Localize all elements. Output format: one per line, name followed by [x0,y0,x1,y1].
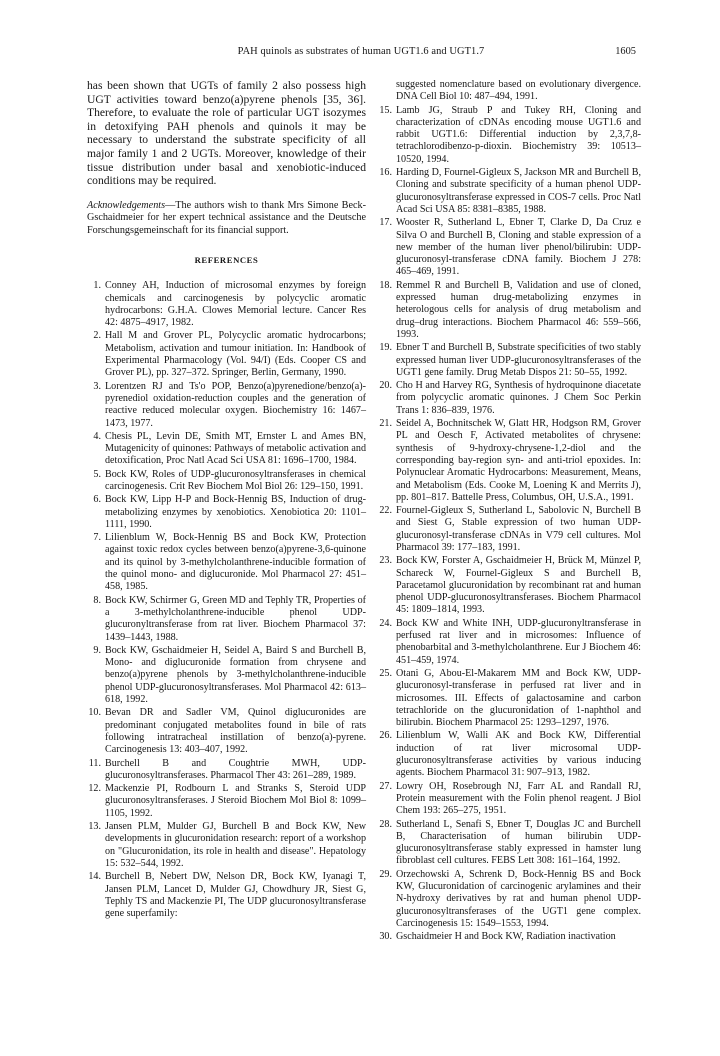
reference-item [379,505,641,554]
reference-number: 23. [379,555,392,567]
reference-item [379,104,641,166]
reference-number: 26. [379,730,392,742]
reference-number: 14. [88,871,101,883]
running-header [86,46,636,62]
reference-text: Wooster R, Sutherland L, Ebner T, Clarke D, Da Cruz e Silva O and Burchell B, Cloning and stable expression of a new member of the human liver phenol/bilirubin: UDP-glucuronosyl-transferase cDNA family. Biochem J 278: 465–469, 1991. [396,217,641,278]
reference-number: 15. [379,104,392,116]
reference-number: 27. [379,780,392,792]
reference-item [87,645,366,706]
reference-item [379,617,641,667]
reference-item [87,381,366,430]
reference-text: Bock KW, Forster A, Gschaidmeier H, Brück M, Münzel P, Schareck W, Fournel-Gigleux S and Burchell B, Paracetamol glucuronidation by recombinant rat and human phenol UDP-glucuronosyltransferases. Biochem Pharmacol 45: 1809–1814, 1993. [396,555,641,616]
reference-item [87,469,366,494]
reference-item [379,167,641,216]
reference-item [379,730,641,779]
reference-text: Lilienblum W, Bock-Hennig BS and Bock KW, Protection against toxic redox cycles between benzo(a)pyrene-3,6-quinone and its quinol by 3-methylcholanthrene-inducible formation of the quinol mono- and diglucuronide. Mol Pharmacol 27: 451–458, 1985. [105,532,366,593]
reference-text: Mackenzie PI, Rodbourn L and Stranks S, Steroid UDP glucuronosyltransferases. J Steroid Biochem Mol Biol 8: 1099–1105, 1992. [105,783,366,819]
reference-item [379,555,641,616]
reference-text: Chesis PL, Levin DE, Smith MT, Ernster L and Ames BN, Mutagenicity of quinones: Pathways of metabolic activation and detoxification, Proc Natl Acad Sci USA 81: 1696–1700, 1984. [105,430,366,467]
reference-number: 8. [93,594,101,606]
reference-text: Lorentzen RJ and Ts'o POP, Benzo(a)pyrenedione/benzo(a)-pyrenediol oxidation-reduction couples and the generation of reactive reduced molecular oxygen. Biochemistry 16: 1467–1473, 1977. [105,380,366,429]
reference-number: 5. [93,468,101,480]
reference-number: 6. [93,494,101,506]
reference-text: Remmel R and Burchell B, Validation and use of cloned, expressed human drug-metabolizing enzymes in heterologous cells for analysis of drug metabolism and drug–drug interactions. Biochem Pharmacol 46: 559–566, 1993. [396,279,641,340]
reference-number: 21. [379,418,392,430]
reference-number: 19. [379,342,392,354]
left-column [87,79,366,921]
reference-number: 24. [379,617,392,629]
acknowledgements-label: Acknowledgements [87,199,166,211]
reference-item [379,418,641,504]
reference-text: Harding D, Fournel-Gigleux S, Jackson MR and Burchell B, Cloning and substrate specificity of a human phenol UDP-glucuronosyltransferase expressed in COS-7 cells. Proc Natl Acad Sci USA 85: 8381–8385, 1988. [396,167,641,215]
reference-item [379,279,641,341]
reference-text: Seidel A, Bochnitschek W, Glatt HR, Hodgson RM, Grover PL and Oesch F, Activated metabolites of chrysene: synthesis of 9-hydroxy-chrysene-1,2-diol and the corresponding bay-region syn- and anti-triol epoxides. In: Polynuclear Aromatic Hydrocarbons: Measurement, Means, and Metabolism (Eds. Cooke M, Loening K and Merrits J), pp. 801–817. Battelle Press, Columbus, OH, U.S.A., 1991. [396,418,641,503]
reference-text: Bock KW, Gschaidmeier H, Seidel A, Baird S and Burchell B, Mono- and diglucuronide formation from chrysene and benzo(a)pyrene phenols by 3-methylcholanthrene-inducible phenol UDP-glucuronosyltransferases. Mol Pharmacol 42: 613–618, 1992. [105,644,366,706]
reference-text: Cho H and Harvey RG, Synthesis of hydroquinone diacetate from polycyclic aromatic quinones. J Chem Soc Perkin Trans 1: 836–839, 1976. [396,380,641,416]
reference-number: 20. [379,380,392,392]
reference-number: 16. [379,167,392,179]
reference-text: Bock KW, Roles of UDP-glucuronosyltransferases in chemical carcinogenesis. Crit Rev Biochem Mol Biol 26: 129–150, 1991. [105,468,366,492]
reference-item [87,280,366,329]
reference-item [87,431,366,468]
reference-item [379,780,641,818]
reference-continuation: suggested nomenclature based on evolutionary divergence. DNA Cell Biol 10: 487–494, 1991. [396,79,641,103]
references-list-left [87,280,366,920]
reference-number: 7. [93,532,101,544]
reference-text: Jansen PLM, Mulder GJ, Burchell B and Bock KW, New developments in glucuronidation research: report of a workshop on "Glucuronidation, its role in health and disease". Hepatology 15: 532–544, 1992. [105,821,366,869]
reference-text: Fournel-Gigleux S, Sutherland L, Sabolovic N, Burchell B and Siest G, Stable expression of two human UDP-glucuronosyl-transferase cDNAs in V79 cell cultures. Mol Pharmacol 39: 177–183, 1991. [396,505,641,553]
reference-item [87,707,366,756]
reference-number: 4. [93,430,101,442]
reference-item [87,783,366,820]
reference-text: Lamb JG, Straub P and Tukey RH, Cloning and characterization of cDNAs encoding mouse UGT1.6 and rabbit UGT1.6: Differential induction by 2,3,7,8-tetrachlorodibenzo-p-dioxin. Biochemistry 39: 10513–10520, 1994. [396,104,641,165]
reference-item [87,330,366,379]
reference-number: 17. [379,217,392,229]
reference-item [87,532,366,593]
body-paragraph: has been shown that UGTs of family 2 also possess high UGT activities toward benzo(a)pyrene phenols [35, 36]. Therefore, to evaluate the role of particular UGT isozymes in detoxifying PAH phenols and quinols it may be necessary to understand the substrate specificity of all major family 1 and 2 UGTs. Moreover, knowledge of their tissue distribution under basal and xenobiotic-induced conditions may be required. [87,79,366,188]
reference-text: Conney AH, Induction of microsomal enzymes by foreign chemicals and carcinogenesis by polycyclic aromatic hydrocarbons: G.H.A. Clowes Memorial lecture. Cancer Res 42: 4875–4917, 1982. [105,280,366,329]
right-column [379,79,641,944]
reference-text: Lowry OH, Rosebrough NJ, Farr AL and Randall RJ, Protein measurement with the Folin phenol reagent. J Biol Chem 193: 265–275, 1951. [396,780,641,817]
reference-item [379,818,641,868]
reference-item [87,595,366,644]
reference-text: Lilienblum W, Walli AK and Bock KW, Differential induction of rat liver microsomal UDP-glucuronosyltransferase activities by various inducing agents. Biochem Pharmacol 31: 907–913, 1982. [396,730,641,779]
reference-number: 30. [379,931,392,943]
reference-number: 11. [88,757,101,769]
reference-text: Bock KW, Lipp H-P and Bock-Hennig BS, Induction of drug-metabolizing enzymes by xenobiotics. Xenobiotica 20: 1101–1111, 1990. [105,494,366,530]
references-heading: REFERENCES [194,255,259,266]
reference-text: Burchell B and Coughtrie MWH, UDP-glucuronosyltransferases. Pharmacol Ther 43: 261–289, 1989. [105,757,366,781]
reference-item [87,758,366,783]
reference-text: Ebner T and Burchell B, Substrate specificities of two stably expressed human liver UDP-glucuronosyltransferases of the UGT1 gene family. Drug Metab Dispos 21: 50–55, 1992. [396,342,641,378]
reference-number: 25. [379,667,392,679]
reference-item [379,342,641,379]
reference-number: 22. [379,505,392,517]
acknowledgements [87,200,366,238]
reference-number: 29. [379,868,392,880]
reference-item [379,217,641,278]
running-title: PAH quinols as substrates of human UGT1.6 and UGT1.7 [237,46,485,57]
reference-item [379,667,641,729]
references-list-right [379,105,641,944]
reference-text: Orzechowski A, Schrenk D, Bock-Hennig BS and Bock KW, Glucuronidation of carcinogenic arylamines and their N-hydroxy derivatives by rat and human phenol UDP-glucuronosyltransferases of the UGT1 gene complex. Carcinogenesis 15: 1549–1553, 1994. [396,868,641,929]
reference-text: Gschaidmeier H and Bock KW, Radiation inactivation [396,931,616,943]
reference-number: 12. [88,783,101,795]
reference-item [379,931,641,943]
reference-item [379,380,641,417]
acknowledgements-text: —The authors wish to thank Mrs Simone Beck-Gschaidmeier for her expert technical assistance and the Deutsche Forschungsgemeinschaft for its financial support. [87,199,366,236]
reference-item [87,821,366,870]
reference-text: Sutherland L, Senafi S, Ebner T, Douglas JC and Burchell B, Characterisation of human bilirubin UDP-glucuronosyltransferase stably expressed in hamster lung fibroblast cell cultures. FEBS Lett 308: 161–164, 1992. [396,818,641,867]
reference-item [87,871,366,920]
reference-item [87,494,366,531]
reference-text: Hall M and Grover PL, Polycyclic aromatic hydrocarbons; Metabolism, activation and tumour initiation. In: Handbook of Experimental Pharmacology (Vol. 94/I) (Eds. Cooper CS and Grover PL), pp. 327–372. Springer, Berlin, Germany, 1990. [105,330,366,379]
page-number: 1605 [615,46,636,57]
reference-number: 18. [379,279,392,291]
reference-number: 1. [93,280,101,292]
reference-number: 28. [379,818,392,830]
reference-number: 2. [93,330,101,342]
reference-number: 10. [88,707,101,719]
reference-text: Bock KW, Schirmer G, Green MD and Tephly TR, Properties of a 3-methylcholanthrene-inducible phenol UDP-glucuronyltransferase from rat liver. Biochem Pharmacol 37: 1439–1443, 1988. [105,594,366,643]
reference-number: 9. [93,644,101,656]
reference-item [379,868,641,930]
reference-number: 3. [93,380,101,392]
reference-text: Bevan DR and Sadler VM, Quinol diglucuronides are predominant conjugated metabolites found in bile of rats following intratracheal instillation of benzo(a)-pyrene. Carcinogenesis 13: 403–407, 1992. [105,707,366,756]
reference-number: 13. [88,821,101,833]
reference-text: Bock KW and White INH, UDP-glucuronyltransferase in perfused rat liver and in microsomes: Influence of phenobarbital and 3-methylcholanthrene. Eur J Biochem 46: 451–459, 1974. [396,617,641,666]
reference-text: Otani G, Abou-El-Makarem MM and Bock KW, UDP-glucuronosyl-transferase in perfused rat liver and in microsomes. III. Effects of galactosamine and carbon tetrachloride on the glucuronidation of 1-naphthol and bilirubin. Biochem Pharmacol 25: 1293–1297, 1976. [396,667,641,729]
reference-text: Burchell B, Nebert DW, Nelson DR, Bock KW, Iyanagi T, Jansen PLM, Lancet D, Mulder GJ, Chowdhury JR, Siest G, Tephly TS and Mackenzie PI, The UDP glucuronosyltransferase gene superfamily: [105,871,366,920]
